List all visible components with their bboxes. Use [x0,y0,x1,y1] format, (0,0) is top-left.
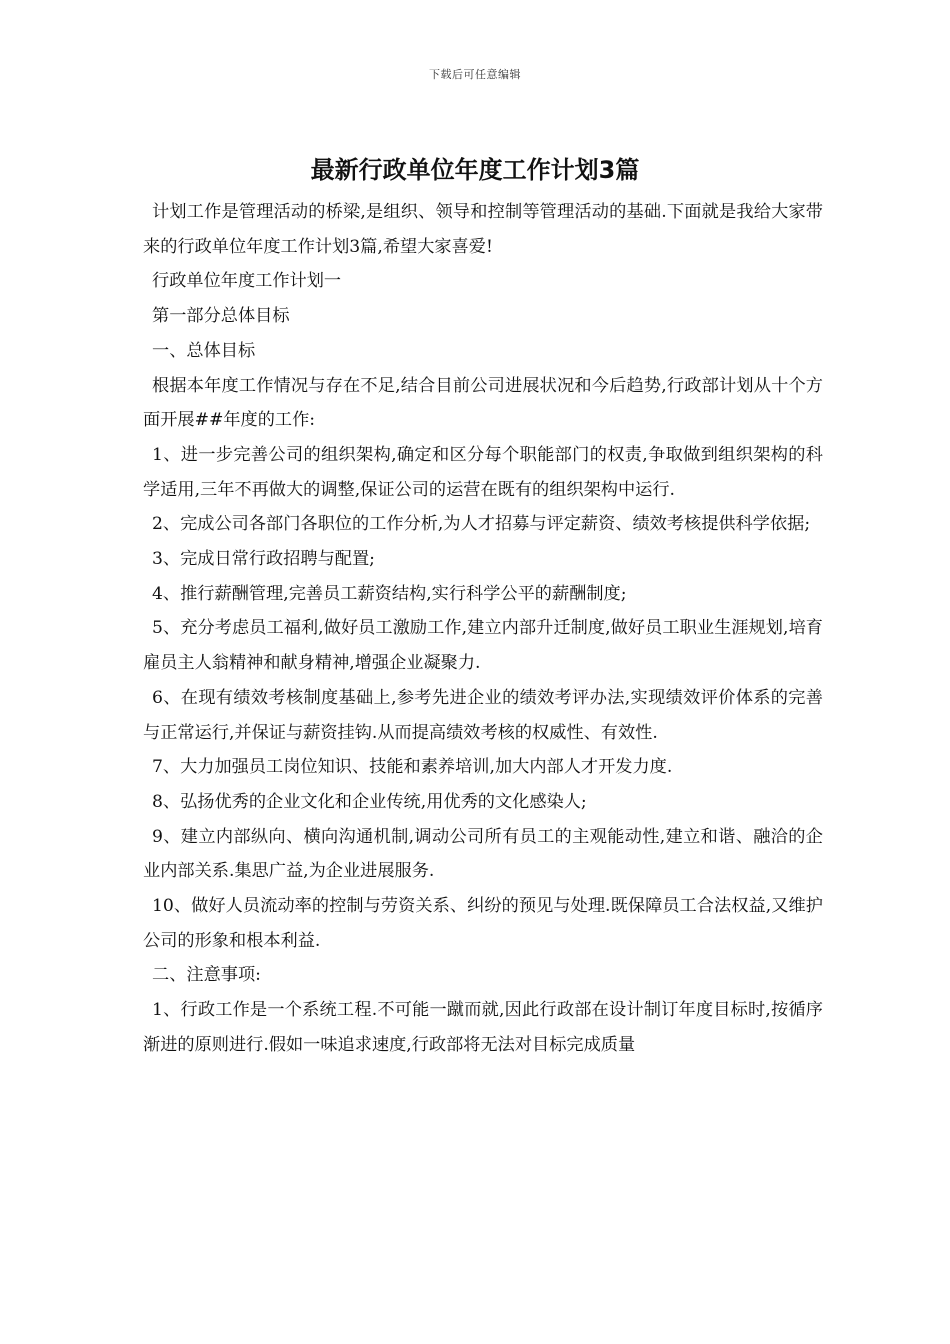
part-heading: 第一部分总体目标 [152,306,290,327]
list-item: 8、弘扬优秀的企业文化和企业传统,用优秀的文化感染人; [152,791,587,812]
subsection-heading: 二、注意事项: [152,965,261,986]
list-item: 3、完成日常行政招聘与配置; [152,549,375,570]
header-note: 下载后可任意编辑 [429,68,521,81]
subsection-heading: 一、总体目标 [152,340,256,361]
list-item: 1、进一步完善公司的组织架构,确定和区分每个职能部门的权责,争取做到组织架构的科学适用,三年不再做大的调整,保证公司的运营在既有的组织架构中运行. [143,444,823,500]
list-item: 9、建立内部纵向、横向沟通机制,调动公司所有员工的主观能动性,建立和谐、融洽的企业内部关系.集思广益,为企业进展服务. [143,826,823,882]
list-item: 6、在现有绩效考核制度基础上,参考先进企业的绩效考评办法,实现绩效评价体系的完善与正常运行,并保证与薪资挂钩.从而提高绩效考核的权威性、有效性. [143,687,823,743]
section-heading: 行政单位年度工作计划一 [152,271,342,292]
paragraph: 计划工作是管理活动的桥梁,是组织、领导和控制等管理活动的基础.下面就是我给大家带来的行政单位年度工作计划3篇,希望大家喜爱! [143,202,823,257]
list-item: 2、完成公司各部门各职位的工作分析,为人才招募与评定薪资、绩效考核提供科学依据; [152,514,811,535]
list-item: 1、行政工作是一个系统工程.不可能一蹴而就,因此行政部在设计制订年度目标时,按循序渐进的原则进行.假如一味追求速度,行政部将无法对目标完成质量 [143,1000,823,1055]
document-body [143,195,823,1063]
list-item: 10、做好人员流动率的控制与劳资关系、纠纷的预见与处理.既保障员工合法权益,又维护公司的形象和根本利益. [143,896,823,951]
paragraph: 根据本年度工作情况与存在不足,结合目前公司进展状况和今后趋势,行政部计划从十个方面开展##年度的工作: [143,375,823,431]
list-item: 7、大力加强员工岗位知识、技能和素养培训,加大内部人才开发力度. [152,757,673,778]
list-item: 4、推行薪酬管理,完善员工薪资结构,实行科学公平的薪酬制度; [152,583,627,604]
list-item: 5、充分考虑员工福利,做好员工激励工作,建立内部升迁制度,做好员工职业生涯规划,培育雇员主人翁精神和献身精神,增强企业凝聚力. [143,618,823,674]
document-title: 最新行政单位年度工作计划3篇 [310,156,640,184]
